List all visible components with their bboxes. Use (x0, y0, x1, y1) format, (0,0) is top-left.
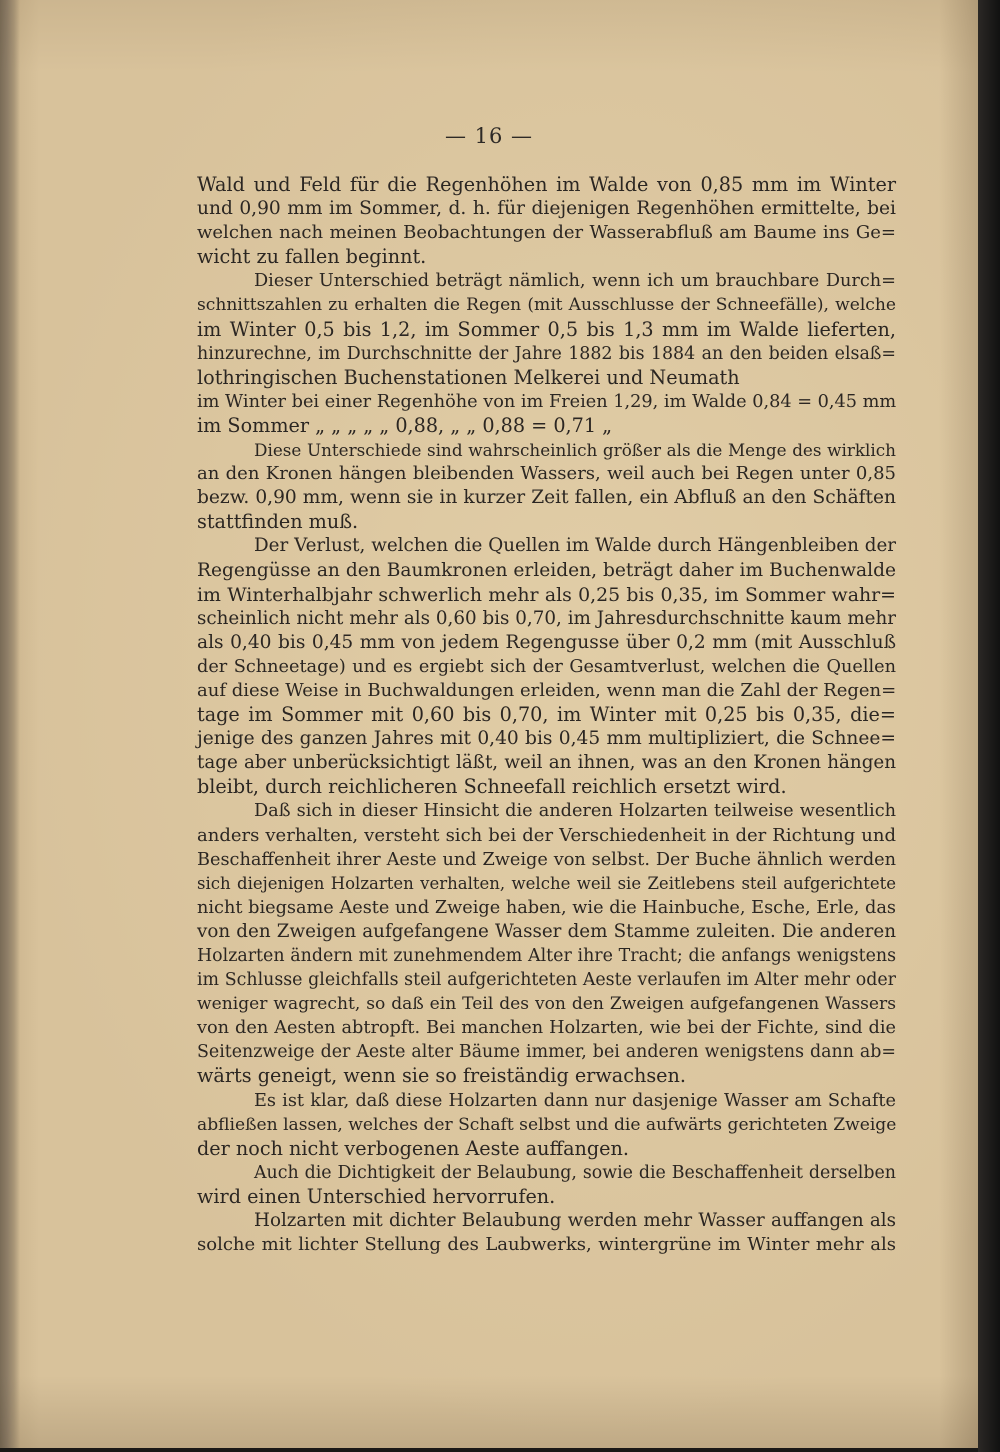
text-line: Holzarten mit dichter Belaubung werden mehr Wasser auffangen als (254, 1210, 896, 1232)
text-line: im Winterhalbjahr schwerlich mehr als 0,25 bis 0,35, im Sommer wahr= (197, 583, 896, 606)
text-line: Wald und Feld für die Regenhöhen im Walde von 0,85 mm im Winter (197, 173, 896, 196)
text-line: als 0,40 bis 0,45 mm von jedem Regengusse über 0,2 mm (mit Ausschluß (197, 631, 896, 653)
text-line: stattfinden muß. (197, 510, 359, 534)
text-line: auf diese Weise in Buchwaldungen erleiden, wenn man die Zahl der Regen= (197, 679, 897, 701)
text-line: an den Kronen hängen bleibenden Wassers, weil auch bei Regen unter 0,85 (197, 463, 896, 485)
text-line: lothringischen Buchenstationen Melkerei und Neumath (197, 365, 740, 389)
text-line: im Winter 0,5 bis 1,2, im Sommer 0,5 bis 1,3 mm im Walde lieferten, (197, 317, 896, 341)
page-number: — 16 — (444, 124, 534, 148)
text-line: jenige des ganzen Jahres mit 0,40 bis 0,45 mm multipliziert, die Schnee= (197, 728, 896, 750)
text-line: Regengüsse an den Baumkronen erleiden, beträgt daher im Buchenwalde (197, 559, 896, 581)
text-line: bezw. 0,90 mm, wenn sie in kurzer Zeit fallen, ein Abfluß an den Schäften (197, 487, 896, 509)
text-line: hinzurechne, im Durchschnitte der Jahre 1882 bis 1884 an den beiden elsaß= (197, 343, 896, 364)
text-line: Dieser Unterschied beträgt nämlich, wenn ich um brauchbare Durch= (254, 271, 896, 292)
text-line: von den Zweigen aufgefangene Wasser dem Stamme zuleiten. Die anderen (197, 920, 896, 942)
text-line: abfließen lassen, welches der Schaft selbst und die aufwärts gerichteten Zweige (197, 1114, 897, 1135)
text-line: sich diejenigen Holzarten verhalten, welche weil sie Zeitlebens steil aufgerichtete (197, 873, 896, 893)
text-line: Diese Unterschiede sind wahrscheinlich größer als die Menge des wirklich (254, 440, 896, 461)
text-line: Daß sich in dieser Hinsicht die anderen Holzarten teilweise wesentlich (254, 801, 896, 822)
text-line: der noch nicht verbogenen Aeste auffangen. (197, 1136, 629, 1160)
text-line: solche mit lichter Stellung des Laubwerks, wintergrüne im Winter mehr als (197, 1234, 896, 1256)
text-line: welchen nach meinen Beobachtungen der Wasserabfluß am Baume ins Ge= (197, 222, 896, 244)
book-spine-shadow (0, 0, 20, 1448)
text-line: im Winter bei einer Regenhöhe von im Freien 1,29, im Walde 0,84 = 0,45 mm (197, 391, 897, 412)
text-line: tage aber unberücksichtigt läßt, weil an ihnen, was an den Kronen hängen (197, 752, 896, 774)
text-line: der Schneetage) und es ergiebt sich der Gesamtverlust, welchen die Quellen (197, 656, 896, 677)
text-line: Auch die Dichtigkeit der Belaubung, sowie die Beschaffenheit derselben (254, 1162, 896, 1183)
text-line: Seitenzweige der Aeste alter Bäume immer, bei anderen wenigstens dann ab= (197, 1042, 896, 1063)
text-line: nicht biegsame Aeste und Zweige haben, wie die Hainbuche, Esche, Erle, das (197, 897, 896, 918)
text-line: von den Aesten abtropft. Bei manchen Holzarten, wie bei der Fichte, sind die (197, 1018, 896, 1039)
body-text (197, 173, 896, 1257)
text-line: tage im Sommer mit 0,60 bis 0,70, im Winter mit 0,25 bis 0,35, die= (197, 703, 896, 727)
text-line: scheinlich nicht mehr als 0,60 bis 0,70, im Jahresdurchschnitte kaum mehr (197, 607, 896, 629)
text-line: Es ist klar, daß diese Holzarten dann nur dasjenige Wasser am Schafte (254, 1090, 896, 1111)
text-line: im Sommer „ „ „ „ „ 0,88, „ „ 0,88 = 0,71 „ (197, 413, 613, 437)
text-line: und 0,90 mm im Sommer, d. h. für diejenigen Regenhöhen ermittelte, bei (197, 198, 896, 220)
text-line: Holzarten ändern mit zunehmendem Alter ihre Tracht; die anfangs wenigstens (197, 946, 896, 966)
book-edge (978, 0, 1000, 1452)
text-line: im Schlusse gleichfalls steil aufgerichteten Aeste verlaufen im Alter mehr oder (197, 970, 896, 991)
text-line: Der Verlust, welchen die Quellen im Walde durch Hängenbleiben der (254, 535, 896, 557)
text-line: schnittszahlen zu erhalten die Regen (mit Ausschlusse der Schneefälle), welche (197, 295, 896, 316)
text-line: anders verhalten, versteht sich bei der Verschiedenheit in der Richtung und (197, 824, 896, 846)
text-line: wärts geneigt, wenn sie so freiständig erwachsen. (197, 1064, 686, 1088)
text-line: Beschaffenheit ihrer Aeste und Zweige von selbst. Der Buche ähnlich werden (197, 849, 896, 870)
text-line: wicht zu fallen beginnt. (197, 245, 427, 269)
text-line: weniger wagrecht, so daß ein Teil des von den Zweigen aufgefangenen Wassers (197, 994, 896, 1015)
text-line: bleibt, durch reichlicheren Schneefall reichlich ersetzt wird. (197, 775, 787, 799)
text-line: wird einen Unterschied hervorrufen. (197, 1184, 556, 1208)
